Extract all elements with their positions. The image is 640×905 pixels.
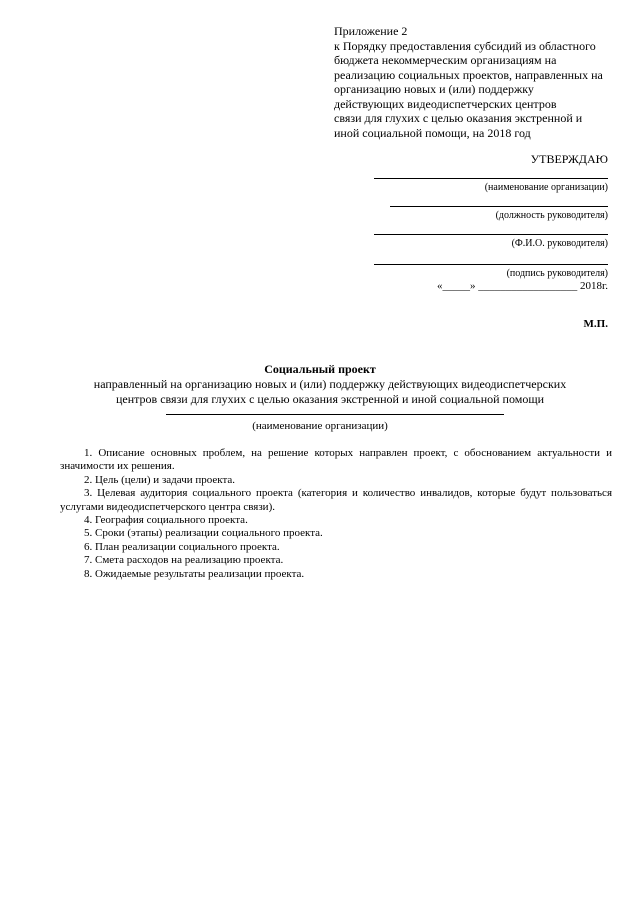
subtitle-line: направленный на организацию новых и (или) поддержку действующих видеодиспетчерских — [93, 377, 567, 391]
appendix-line: организацию новых и (или) поддержку — [334, 82, 534, 96]
list-item: 5. Сроки (этапы) реализации социального проекта. — [84, 527, 323, 540]
appendix-line: к Порядку предоставления субсидий из областного — [334, 38, 596, 53]
project-subtitle — [40, 377, 620, 407]
list-item: 8. Ожидаемые результаты реализации проекта. — [84, 567, 305, 580]
list-item: 2. Цель (цели) и задачи проекта. — [84, 473, 236, 486]
position-line — [390, 206, 608, 207]
signature-caption: (подпись руководителя) — [506, 268, 608, 279]
fio-caption: (Ф.И.О. руководителя) — [511, 238, 608, 249]
subtitle-line: центров связи для глухих с целью оказания экстренной и иной социальной помощи — [115, 392, 544, 406]
appendix-line: реализацию социальных проектов, направленных на — [334, 67, 603, 82]
stamp-place: М.П. — [583, 318, 608, 330]
list-item: 6. План реализации социального проекта. — [84, 540, 280, 553]
signature-line — [374, 264, 608, 265]
position-caption: (должность руководителя) — [495, 210, 608, 221]
list-item: 1. Описание основных проблем, на решение которых направлен проект, с обоснованием актуальности и значимости их решения. — [60, 447, 612, 473]
list-item: 4. География социального проекта. — [84, 514, 248, 527]
approve-heading: УТВЕРЖДАЮ — [530, 152, 608, 166]
org-name-caption: (наименование организации) — [484, 182, 608, 193]
project-sections-list — [60, 447, 612, 581]
appendix-line: иной социальной помощи, на 2018 год — [334, 125, 531, 140]
appendix-line: бюджета некоммерческим организациям на — [334, 53, 557, 67]
list-item: 3. Целевая аудитория социального проекта (категория и количество инвалидов, которые будут пользоваться услугами видеодиспетчерского центра связи). — [60, 487, 612, 513]
project-title: Социальный проект — [264, 362, 376, 376]
appendix-line: действующих видеодиспетчерских центров — [334, 96, 557, 111]
project-org-line — [166, 414, 504, 415]
project-org-caption: (наименование организации) — [252, 420, 388, 432]
fio-line — [374, 234, 608, 235]
approval-date: «_____» __________________ 2018г. — [436, 280, 608, 292]
appendix-header — [334, 24, 620, 140]
org-name-line — [374, 178, 608, 179]
appendix-line: связи для глухих с целью оказания экстренной и — [334, 111, 583, 125]
list-item: 7. Смета расходов на реализацию проекта. — [84, 554, 284, 567]
appendix-line: Приложение 2 — [334, 24, 408, 38]
